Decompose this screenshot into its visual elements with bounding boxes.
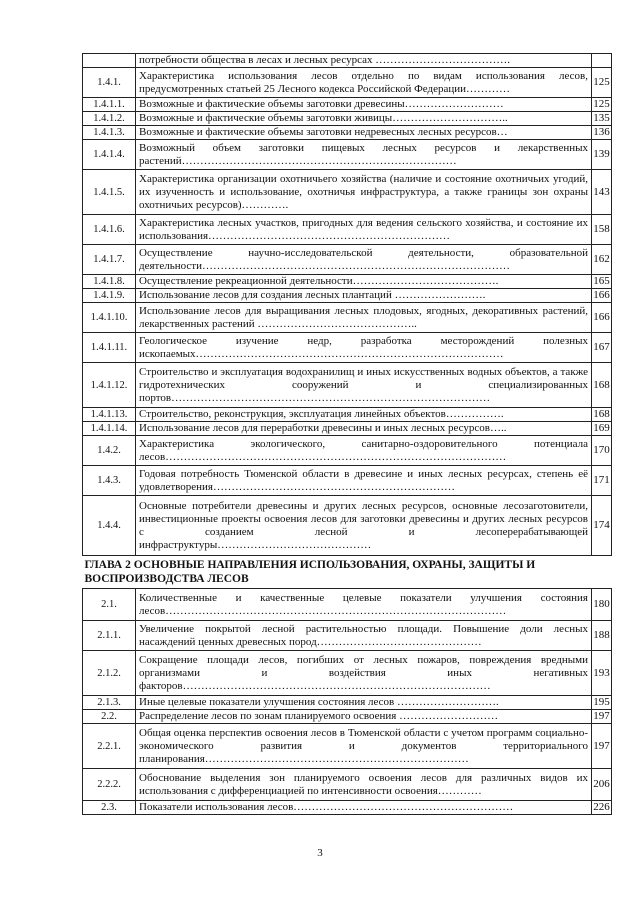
chapter-heading-row bbox=[83, 556, 612, 589]
section-title: Осуществление научно-исследовательской деятельности, образовательной деятельности………………………………………………………………………… bbox=[136, 245, 592, 275]
toc-row bbox=[83, 68, 612, 98]
toc-row bbox=[83, 170, 612, 215]
page-ref: 165 bbox=[593, 275, 610, 287]
toc-row bbox=[83, 710, 612, 724]
section-number: 1.4.2. bbox=[83, 436, 136, 466]
toc-row bbox=[83, 466, 612, 496]
toc-row bbox=[83, 769, 612, 801]
section-title: Возможные и фактические объемы заготовки недревесных лесных ресурсов… bbox=[136, 126, 592, 140]
section-number: 2.1.2. bbox=[83, 651, 136, 696]
toc-row bbox=[83, 724, 612, 769]
page-ref: 226 bbox=[593, 801, 610, 813]
section-number: 1.4.1.1. bbox=[83, 98, 136, 112]
page-ref: 162 bbox=[592, 245, 612, 275]
section-title: Использование лесов для переработки древесины и иных лесных ресурсов….. bbox=[136, 422, 592, 436]
section-number: 1.4.1.2. bbox=[83, 112, 136, 126]
page-ref: 195 bbox=[593, 696, 610, 708]
section-number: 1.4.1.13. bbox=[83, 408, 136, 422]
section-number: 1.4.1.5. bbox=[83, 170, 136, 215]
toc-row bbox=[83, 140, 612, 170]
toc-row bbox=[83, 651, 612, 696]
section-number: 1.4.1. bbox=[83, 68, 136, 98]
section-number: 1.4.1.14. bbox=[83, 422, 136, 436]
page-ref: 193 bbox=[592, 651, 612, 696]
page-ref: 169 bbox=[593, 422, 610, 434]
section-title: Иные целевые показатели улучшения состояния лесов ………………………. bbox=[136, 696, 592, 710]
page-ref bbox=[592, 54, 612, 68]
toc-row bbox=[83, 275, 612, 289]
toc-row bbox=[83, 215, 612, 245]
table-of-contents bbox=[82, 53, 612, 815]
section-title: потребности общества в лесах и лесных ресурсах ………………………………. bbox=[136, 54, 592, 68]
section-title: Строительство и эксплуатация водохранилищ и иных искусственных водных объектов, а также гидротехнических сооружений и специализированных портов…………………………………………………………………………… bbox=[136, 363, 592, 408]
section-number: 1.4.1.6. bbox=[83, 215, 136, 245]
toc-row bbox=[83, 54, 612, 68]
section-number: 1.4.1.11. bbox=[83, 333, 136, 363]
page-ref: 171 bbox=[592, 466, 612, 496]
section-title: Использование лесов для создания лесных плантаций ……………………. bbox=[136, 289, 592, 303]
section-title: Характеристика организации охотничьего хозяйства (наличие и состояние охотничьих угодий, их изученность и использование, охотничья инфраструктура, а также границы зон охраны охотничьих ресурсов)…………. bbox=[136, 170, 592, 215]
section-title: Строительство, реконструкция, эксплуатация линейных объектов……………. bbox=[136, 408, 592, 422]
section-number: 2.2.1. bbox=[83, 724, 136, 769]
section-number: 2.1.1. bbox=[83, 621, 136, 651]
toc-row bbox=[83, 98, 612, 112]
toc-row bbox=[83, 245, 612, 275]
page-ref: 168 bbox=[593, 408, 610, 420]
toc-row bbox=[83, 696, 612, 710]
toc-row bbox=[83, 303, 612, 333]
section-title: Количественные и качественные целевые показатели улучшения состояния лесов………………………………………………………………………………… bbox=[136, 589, 592, 621]
section-title: Геологическое изучение недр, разработка месторождений полезных ископаемых………………………………………………………………………… bbox=[136, 333, 592, 363]
section-number: 2.3. bbox=[83, 801, 136, 815]
toc-row bbox=[83, 408, 612, 422]
page-ref: 166 bbox=[592, 303, 612, 333]
toc-row bbox=[83, 363, 612, 408]
page-ref: 125 bbox=[593, 98, 610, 110]
page-ref: 180 bbox=[592, 589, 612, 621]
section-title: Характеристика использования лесов отдельно по видам использования лесов, предусмотренных статьей 25 Лесного кодекса Российской Федерации………… bbox=[136, 68, 592, 98]
page-ref: 136 bbox=[593, 126, 610, 138]
section-title: Основные потребители древесины и других лесных ресурсов, основные лесозаготовители, инвестиционные проекты освоения лесов для заготовки древесины и других лесных ресурсов с созданием лесной и лесоперерабатывающей инфраструктуры…………………………………… bbox=[136, 496, 592, 556]
section-title: Осуществление рекреационной деятельности…………………………………. bbox=[136, 275, 592, 289]
toc-row bbox=[83, 496, 612, 556]
page-number: 3 bbox=[317, 847, 323, 859]
section-number: 1.4.1.12. bbox=[83, 363, 136, 408]
page-ref: 125 bbox=[592, 68, 612, 98]
section-number: 1.4.3. bbox=[83, 466, 136, 496]
toc-row bbox=[83, 589, 612, 621]
section-title: Показатели использования лесов…………………………………………………… bbox=[136, 801, 592, 815]
section-title: Увеличение покрытой лесной растительностью площади. Повышение доли лесных насаждений ценных древесных пород……………………………………… bbox=[136, 621, 592, 651]
section-number: 2.2.2. bbox=[83, 769, 136, 801]
toc-row bbox=[83, 621, 612, 651]
section-number: 1.4.1.7. bbox=[83, 245, 136, 275]
section-title: Характеристика экологического, санитарно-оздоровительного потенциала лесов………………………………………………………………………………… bbox=[136, 436, 592, 466]
toc-row bbox=[83, 422, 612, 436]
chapter-heading: ГЛАВА 2 ОСНОВНЫЕ НАПРАВЛЕНИЯ ИСПОЛЬЗОВАНИЯ, ОХРАНЫ, ЗАЩИТЫ И ВОСПРОИЗВОДСТВА ЛЕСОВ bbox=[83, 556, 612, 589]
toc-row bbox=[83, 126, 612, 140]
page-ref: 168 bbox=[592, 363, 612, 408]
toc-row bbox=[83, 436, 612, 466]
toc-row bbox=[83, 112, 612, 126]
section-title: Обоснование выделения зон планируемого освоения лесов для различных видов их использования с дифференциацией по интенсивности освоения………… bbox=[136, 769, 592, 801]
section-title: Сокращение площади лесов, погибших от лесных пожаров, повреждения вредными организмами и воздействия иных негативных факторов………………………………………………………………………… bbox=[136, 651, 592, 696]
page-ref: 167 bbox=[592, 333, 612, 363]
section-title: Возможный объем заготовки пищевых лесных ресурсов и лекарственных растений………………………………………………………………… bbox=[136, 140, 592, 170]
page-ref: 143 bbox=[592, 170, 612, 215]
toc-row bbox=[83, 333, 612, 363]
section-title: Годовая потребность Тюменской области в древесине и иных лесных ресурсах, степень её удовлетворения………………………………………………………… bbox=[136, 466, 592, 496]
section-number bbox=[83, 54, 136, 68]
section-number: 1.4.1.9. bbox=[83, 289, 136, 303]
page-ref: 170 bbox=[592, 436, 612, 466]
section-title: Возможные и фактические объемы заготовки древесины……………………… bbox=[136, 98, 592, 112]
page-ref: 197 bbox=[593, 710, 610, 722]
section-title: Использование лесов для выращивания лесных плодовых, ягодных, декоративных растений, лекарственных растений …………………………………….. bbox=[136, 303, 592, 333]
section-number: 1.4.4. bbox=[83, 496, 136, 556]
page-ref: 174 bbox=[592, 496, 612, 556]
page-ref: 197 bbox=[592, 724, 612, 769]
section-number: 1.4.1.3. bbox=[83, 126, 136, 140]
page-ref: 166 bbox=[593, 289, 610, 301]
section-title: Возможные и фактические объемы заготовки живицы………………………….. bbox=[136, 112, 592, 126]
section-title: Распределение лесов по зонам планируемого освоения ……………………… bbox=[136, 710, 592, 724]
toc-row bbox=[83, 289, 612, 303]
section-number: 2.1.3. bbox=[83, 696, 136, 710]
section-number: 1.4.1.8. bbox=[83, 275, 136, 289]
page-ref: 206 bbox=[592, 769, 612, 801]
page-ref: 135 bbox=[593, 112, 610, 124]
section-number: 1.4.1.4. bbox=[83, 140, 136, 170]
page-ref: 188 bbox=[592, 621, 612, 651]
section-number: 2.2. bbox=[83, 710, 136, 724]
section-title: Общая оценка перспектив освоения лесов в Тюменской области с учетом программ социально-экономического развития и документов территориального планирования……………………………………………………………… bbox=[136, 724, 592, 769]
section-number: 2.1. bbox=[83, 589, 136, 621]
page-ref: 139 bbox=[592, 140, 612, 170]
section-title: Характеристика лесных участков, пригодных для ведения сельского хозяйства, и состояние их использования………………………………………………………… bbox=[136, 215, 592, 245]
toc-row bbox=[83, 801, 612, 815]
page-ref: 158 bbox=[592, 215, 612, 245]
section-number: 1.4.1.10. bbox=[83, 303, 136, 333]
